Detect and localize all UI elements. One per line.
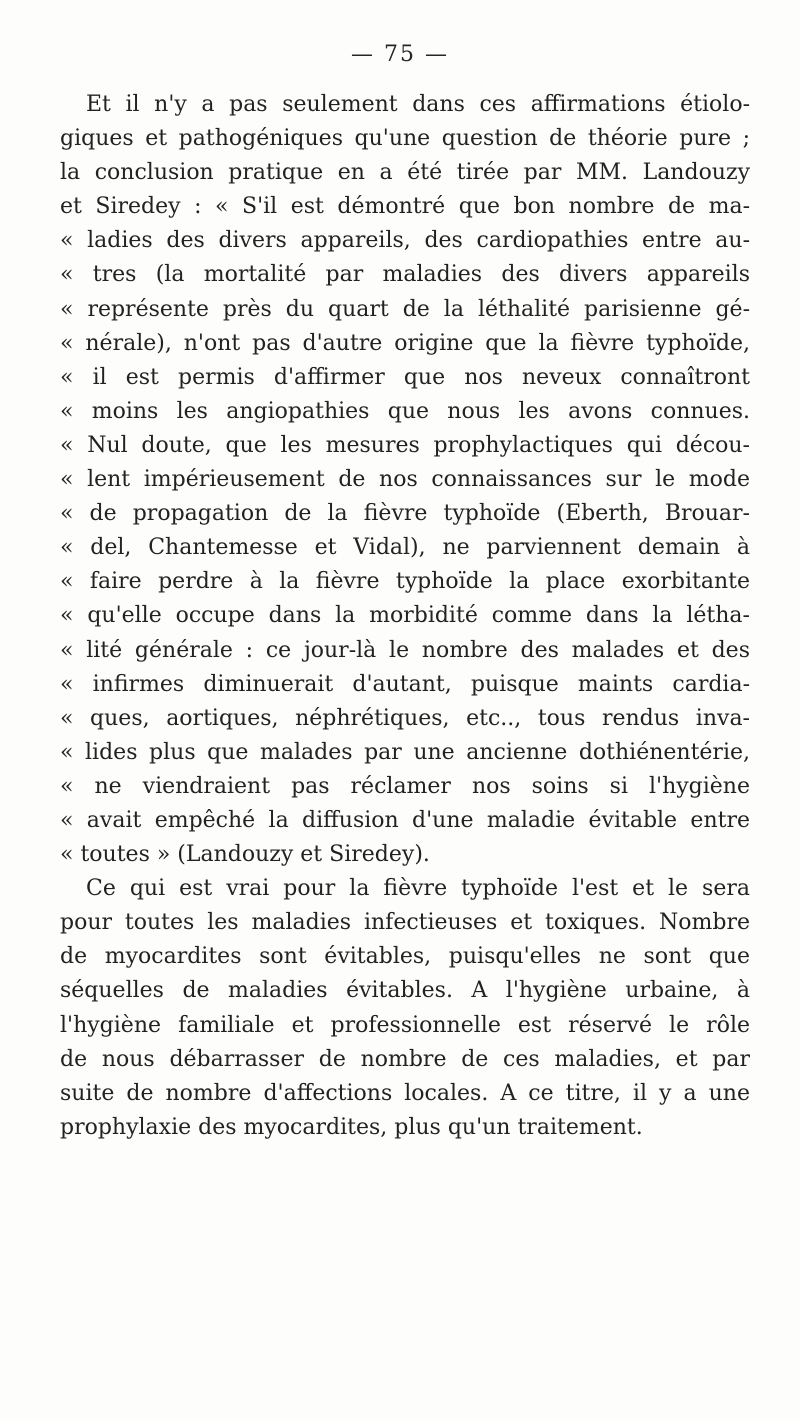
text-line: de nous débarrasser de nombre de ces maladies, et par <box>60 1046 750 1072</box>
text-line: de myocardites sont évitables, puisqu'elles ne sont que <box>60 944 750 970</box>
text-line: « ladies des divers appareils, des cardiopathies entre au- <box>60 228 750 254</box>
text-line: « lent impérieusement de nos connaissances sur le mode <box>60 467 750 493</box>
text-line: Et il n'y a pas seulement dans ces affirmations étiolo- <box>86 92 750 117</box>
text-line: « del, Chantemesse et Vidal), ne parviennent demain à <box>60 535 750 561</box>
text-line: « de propagation de la fièvre typhoïde (Eberth, Brouar- <box>60 501 750 527</box>
text-line: suite de nombre d'affections locales. A ce titre, il y a une <box>60 1080 750 1106</box>
text-line: prophylaxie des myocardites, plus qu'un traitement. <box>60 1114 643 1140</box>
text-line: « Nul doute, que les mesures prophylactiques qui décou- <box>60 432 750 458</box>
text-line: « qu'elle occupe dans la morbidité comme dans la létha- <box>60 603 750 629</box>
text-line: et Siredey : « S'il est démontré que bon nombre de ma- <box>60 194 750 220</box>
text-line: « toutes » (Landouzy et Siredey). <box>60 842 430 868</box>
text-line: « nérale), n'ont pas d'autre origine que la fièvre typhoïde, <box>60 330 750 356</box>
text-line: « ques, aortiques, néphrétiques, etc.., tous rendus inva- <box>60 705 750 731</box>
text-line: « lides plus que malades par une ancienne dothiénentérie, <box>60 739 750 765</box>
text-line: Ce qui est vrai pour la fièvre typhoïde l'est et le sera <box>86 876 750 902</box>
text-line: « moins les angiopathies que nous les avons connues. <box>60 398 750 424</box>
text-line: l'hygiène familiale et professionnelle est réservé le rôle <box>60 1012 750 1038</box>
text-line: « représente près du quart de la léthalité parisienne gé- <box>60 296 750 322</box>
text-line: « lité générale : ce jour-là le nombre des malades et des <box>60 637 750 663</box>
text-line: « tres (la mortalité par maladies des divers appareils <box>60 262 750 288</box>
body-text <box>60 88 750 1145</box>
text-line: « infirmes diminuerait d'autant, puisque maints cardia- <box>60 671 750 697</box>
text-line: « faire perdre à la fièvre typhoïde la place exorbitante <box>60 569 750 595</box>
text-line: « il est permis d'affirmer que nos neveux connaîtront <box>60 364 750 390</box>
page-number: — 75 — <box>351 42 449 67</box>
text-line: « avait empêché la diffusion d'une maladie évitable entre <box>60 807 750 833</box>
text-line: « ne viendraient pas réclamer nos soins si l'hygiène <box>60 773 750 799</box>
text-line: giques et pathogéniques qu'une question de théorie pure ; <box>60 126 750 152</box>
text-line: la conclusion pratique en a été tirée par MM. Landouzy <box>60 160 750 186</box>
text-line: pour toutes les maladies infectieuses et toxiques. Nombre <box>60 910 750 936</box>
text-line: séquelles de maladies évitables. A l'hygiène urbaine, à <box>60 978 750 1004</box>
